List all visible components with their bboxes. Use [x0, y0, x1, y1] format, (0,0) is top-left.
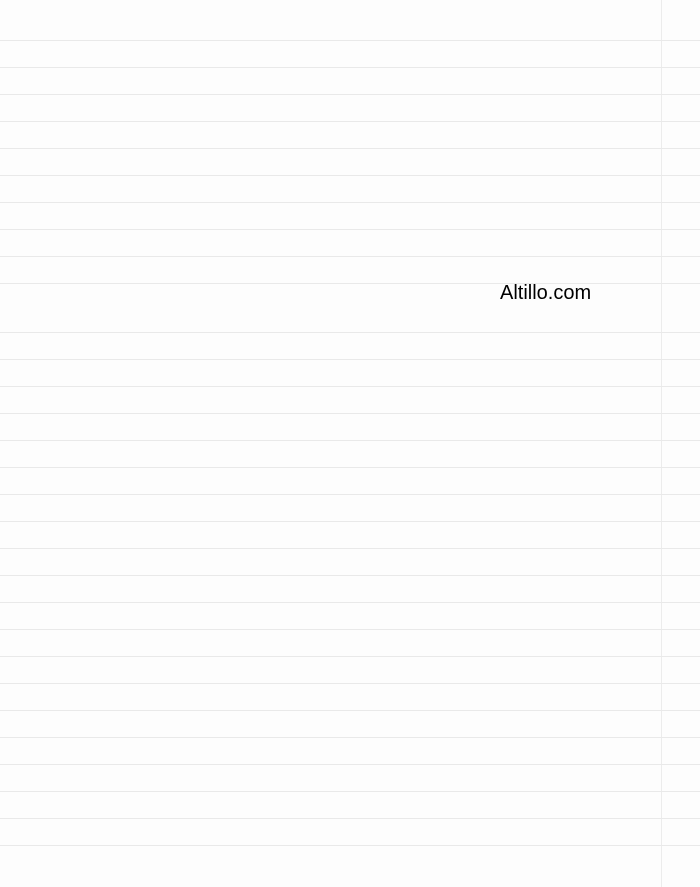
handwritten-line	[0, 300, 700, 328]
handwritten-line	[0, 227, 700, 255]
handwritten-line	[0, 794, 700, 822]
handwritten-line	[0, 383, 700, 411]
handwritten-line	[0, 356, 700, 384]
handwritten-line	[0, 732, 700, 760]
handwritten-line	[0, 493, 700, 521]
rule-line	[0, 791, 700, 792]
handwritten-line	[0, 88, 700, 116]
handwritten-line	[0, 198, 700, 226]
handwritten-line	[0, 60, 700, 88]
rule-line	[0, 283, 700, 284]
handwritten-line	[0, 410, 700, 438]
handwritten-line	[0, 33, 700, 61]
handwritten-line	[0, 614, 700, 642]
handwritten-line	[0, 703, 700, 731]
handwritten-line	[0, 6, 700, 34]
handwritten-line	[0, 549, 700, 577]
handwritten-line	[0, 253, 700, 281]
handwritten-line	[0, 762, 700, 790]
handwritten-line	[0, 466, 700, 494]
handwritten-line	[0, 170, 700, 198]
handwritten-line	[0, 116, 700, 144]
handwritten-line	[0, 829, 700, 857]
handwritten-line	[0, 143, 700, 171]
handwritten-line	[0, 642, 700, 670]
watermark-text: Altillo.com	[500, 282, 592, 304]
handwritten-line	[0, 328, 700, 356]
handwritten-line	[0, 585, 700, 613]
handwritten-line	[0, 438, 700, 466]
handwritten-line	[0, 521, 700, 549]
handwritten-line	[0, 672, 700, 700]
